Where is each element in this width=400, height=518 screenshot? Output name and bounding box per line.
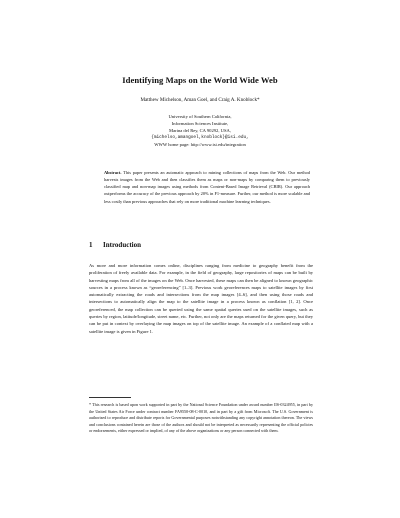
paper-title: Identifying Maps on the World Wide Web [122,75,278,85]
abstract-label: Abstract. [104,170,122,175]
abstract-text: This paper presents an automatic approach to mining collections of maps from the Web. Our method harvests images from the Web and then classifies them as maps or non-maps by comparing them to previously classified map and non-map images using methods from Content-Based Image Retrieval (CBIR). Our approach outperforms the accuracy of the previous approach by 20% in F1-measure. Further, our method is more scalable and less costly than previous approaches that rely on more traditional machine learning techniques. [104,170,310,204]
introduction-paragraph: As more and more information comes online, disciplines ranging from medicine to geography benefit from the proliferation of freely available data. For example, in the field of geography, large repositories of maps can be built by harvesting maps from all of the images on the Web. Once harvested, these maps can then be aligned to known geographic sources in a process known as “georeferencing” [1–3]. Previous work georeferences maps to satellite images by first automatically extracting the roads and intersections from the map images [4–6], and then using those roads and intersections to automatically align the map to the satellite image in a process known as conflation [1, 2]. Once georeferenced, the map collection can be queried using the same spatial queries used on the satellite images, such as queries by region, latitude/longitude, street name, etc. Further, not only are the maps returned for the given query, but they can be put in context by overlaying the map images on top of the satellite image. An example of a conflated map with a satellite image is given in Figure 1. [89,263,313,334]
affiliation-emails: {michelso,amangoel,knoblock}@isi.edu, [151,134,249,140]
section-title: Introduction [103,241,141,249]
section-number: 1 [89,241,93,249]
affiliation-university: University of Southern California, [168,114,232,119]
affiliation-block [0,114,400,149]
author-list: Matthew Michelson, Aman Goel, and Craig A. Knoblock* [140,97,260,103]
abstract [104,169,310,205]
affiliation-address: Marina del Rey, CA 90292, USA, [169,127,231,133]
affiliation-homepage: WWW home page: http://www.isi.edu/integration [154,141,246,147]
affiliation-institute: Information Sciences Institute, [171,120,229,126]
footnote: * This research is based upon work supported in part by the National Science Foundation under award number IIS-0324955, in part by the United States Air Force under contract number FA9550-08-C-0010, and in part by a gift from Microsoft. The U.S. Government is authorized to reproduce and distribute reports for Governmental purposes notwithstanding any copyright annotation thereon. The views and conclusions contained herein are those of the authors and should not be interpreted as necessarily representing the official policies or endorsements, either expressed or implied, of any of the above organizations or any person connected with them. [89,402,313,433]
footnote-divider [89,397,131,398]
